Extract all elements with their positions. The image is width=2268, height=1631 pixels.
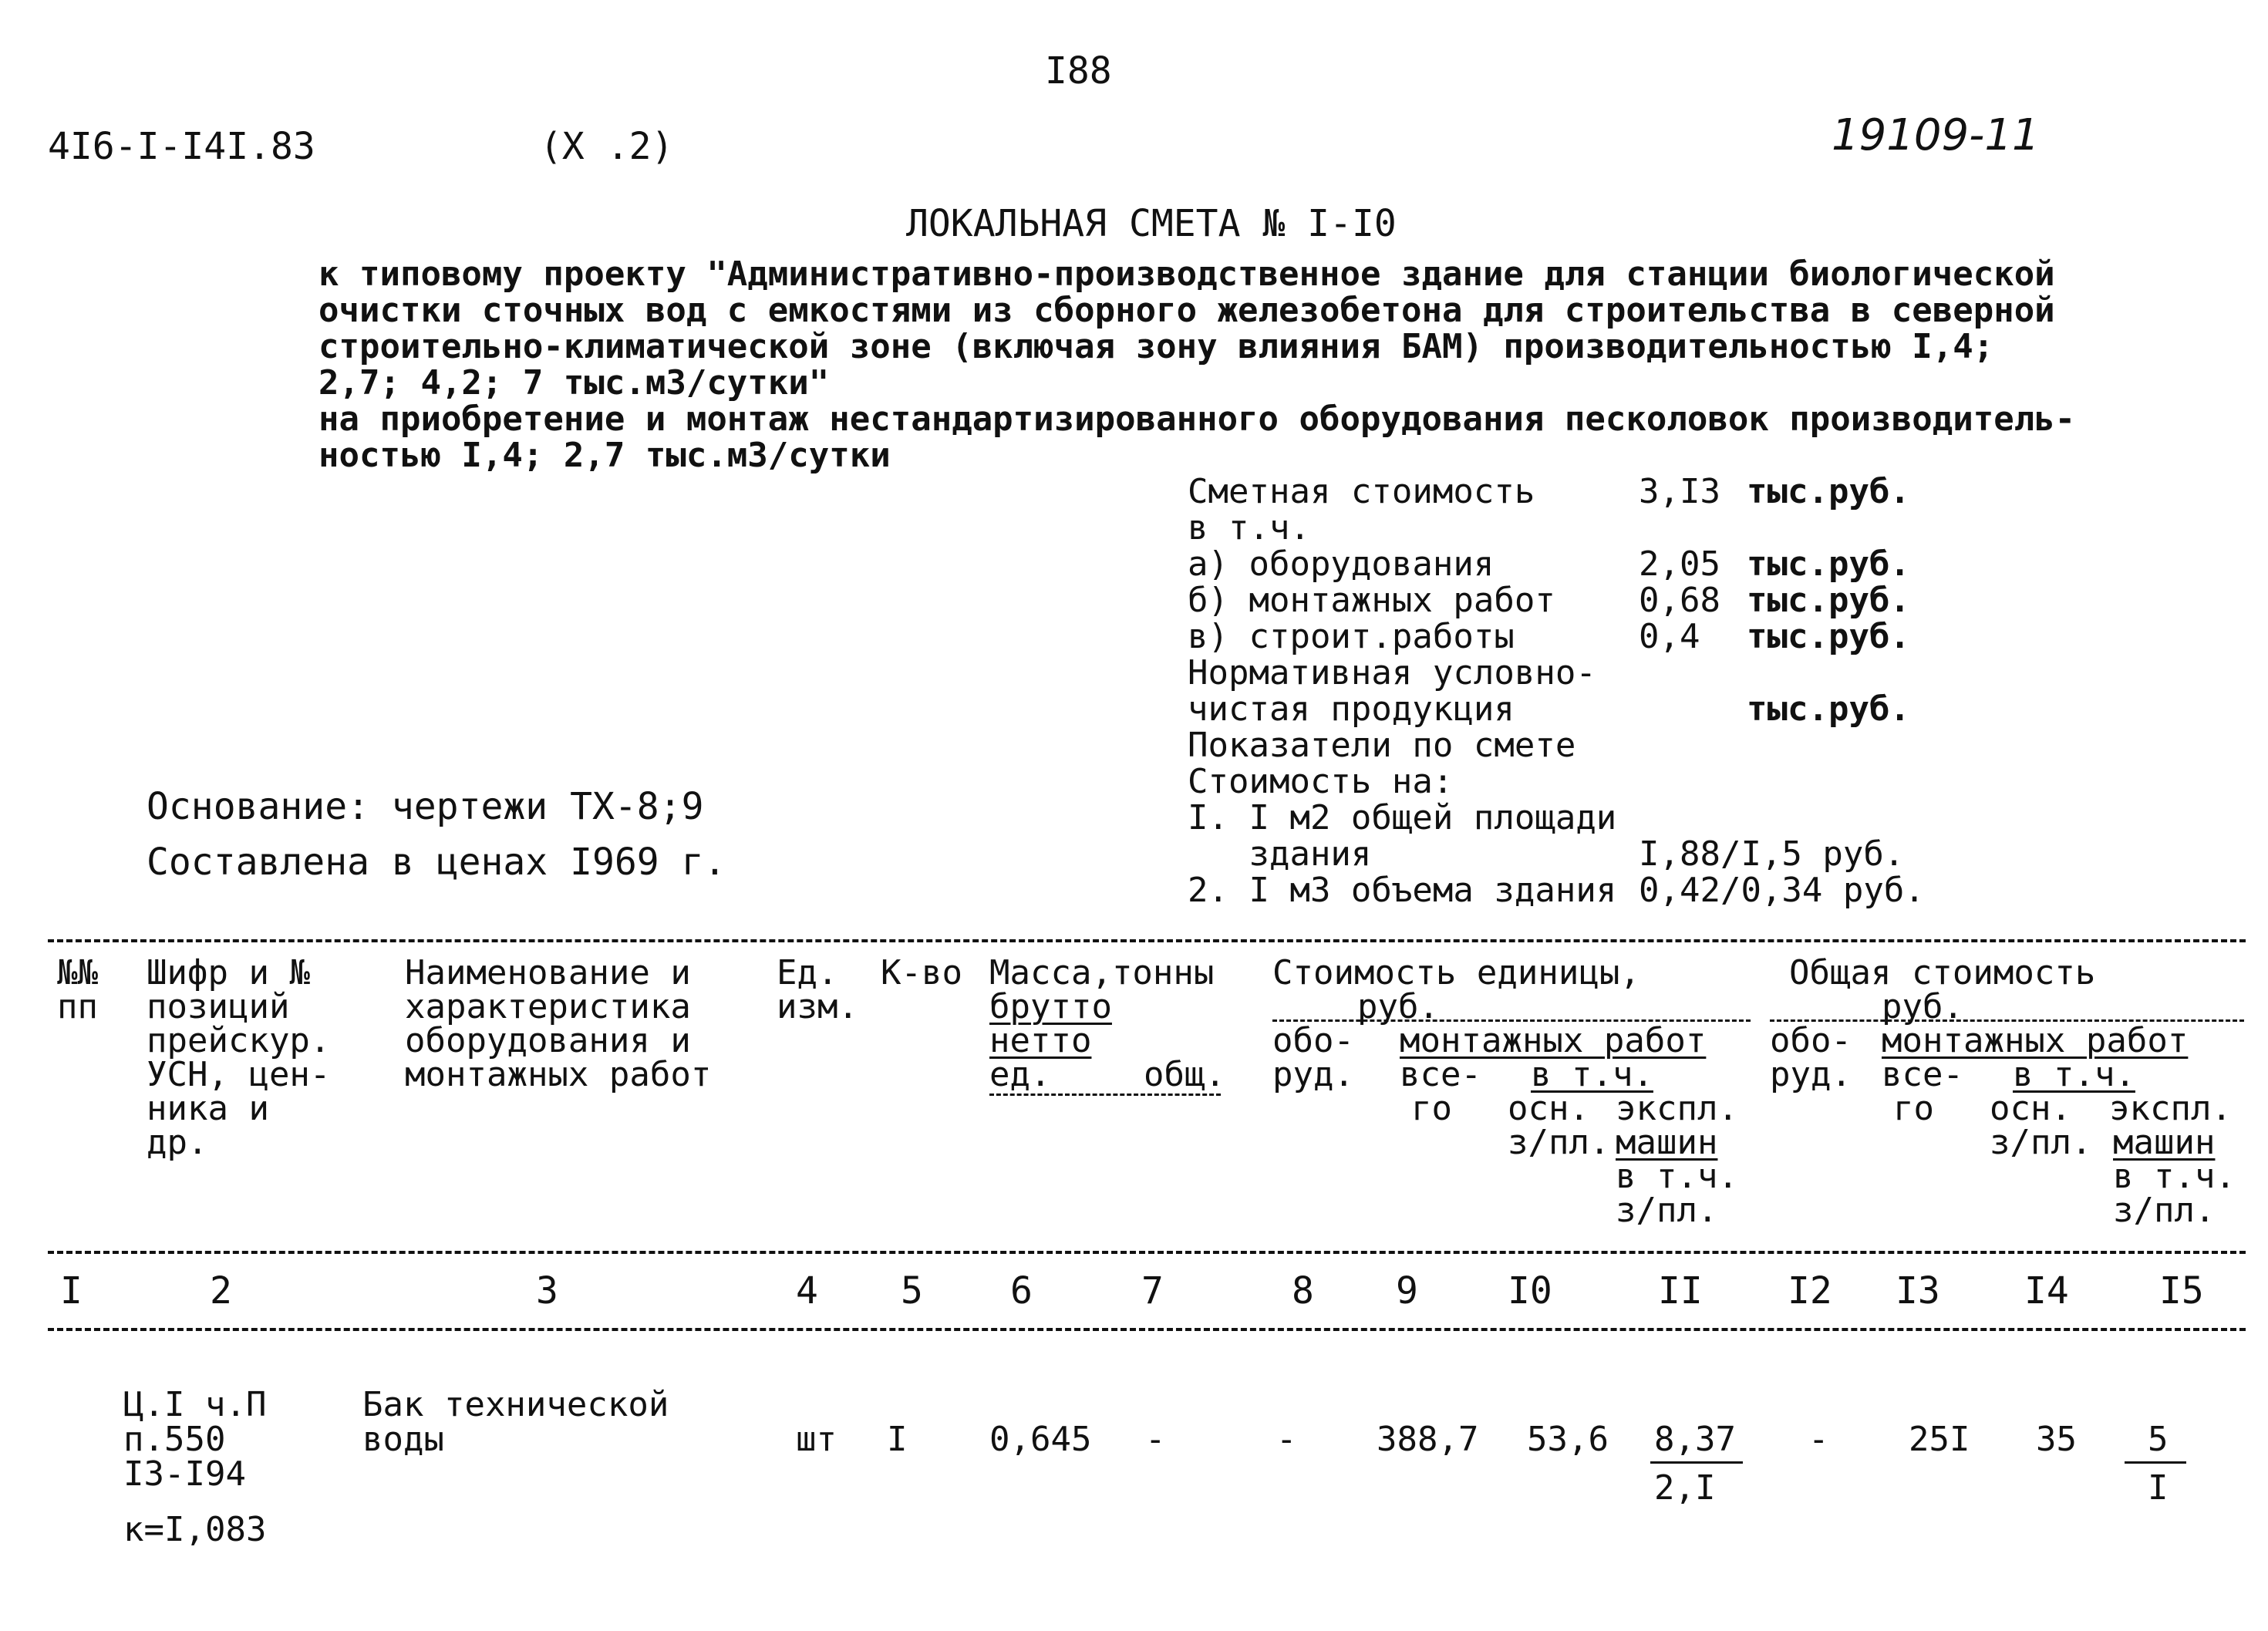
cost-value: 0,68 — [1639, 581, 1720, 620]
header-c3: оборудования и — [405, 1021, 691, 1060]
column-number: I0 — [1508, 1269, 1552, 1313]
column-number: 2 — [210, 1269, 232, 1313]
description-line: строительно-климатической зоне (включая зону влияния БАМ) производительностью I,4; — [318, 327, 1994, 366]
header-expl-total: машин — [2113, 1123, 2216, 1162]
header-mount-all: го — [1411, 1089, 1452, 1128]
header-expl-total: в т.ч. — [2113, 1157, 2236, 1196]
cost-value: 0,4 — [1639, 617, 1700, 656]
column-number: 5 — [901, 1269, 923, 1313]
row-unit: шт — [796, 1420, 837, 1459]
row-code: I3-I94 — [123, 1454, 246, 1494]
column-number: 3 — [536, 1269, 558, 1313]
page-title: ЛОКАЛЬНАЯ СМЕТА № I-I0 — [906, 202, 1397, 245]
cost-label: Нормативная условно- — [1188, 653, 1596, 693]
row-equip-total: - — [1808, 1420, 1829, 1459]
row-mount-expl-zp-total: I — [2148, 1468, 2169, 1508]
row-qty: I — [887, 1420, 908, 1459]
header-c3: Наименование и — [405, 953, 691, 992]
header-mount-all: все- — [1400, 1055, 1481, 1094]
header-osn-total: осн. — [1990, 1089, 2071, 1128]
header-bottom-divider — [48, 1251, 2246, 1254]
fraction-bar — [2125, 1461, 2186, 1464]
column-number: 4 — [796, 1269, 818, 1313]
cost-label: б) монтажных работ — [1188, 581, 1555, 620]
column-number: 9 — [1396, 1269, 1418, 1313]
header-unit-cost: Стоимость единицы, — [1272, 953, 1640, 992]
header-c2: ника и — [147, 1089, 269, 1128]
numbers-bottom-divider — [48, 1328, 2246, 1331]
cost-value: I,88/I,5 руб. — [1639, 834, 1905, 874]
header-expl: машин — [1616, 1123, 1718, 1162]
row-code: Ц.I ч.П — [123, 1385, 267, 1424]
row-mount-osn-unit: 53,6 — [1527, 1420, 1609, 1459]
header-c3: характеристика — [405, 987, 691, 1026]
row-mount-expl-unit: 8,37 — [1654, 1420, 1736, 1459]
header-mass-total: общ. — [1144, 1055, 1225, 1094]
header-c4: Ед. — [777, 953, 838, 992]
row-name: Бак технической — [362, 1385, 669, 1424]
header-osn: з/пл. — [1508, 1123, 1610, 1162]
column-number: I5 — [2159, 1269, 2204, 1313]
row-mount-osn-total: 35 — [2036, 1420, 2077, 1459]
row-mount-expl-zp-unit: 2,I — [1654, 1468, 1716, 1508]
cost-label: Стоимость на: — [1188, 762, 1454, 801]
cost-unit: тыс.руб. — [1747, 472, 1910, 511]
row-mass-total: - — [1145, 1420, 1166, 1459]
header-equip: руд. — [1272, 1055, 1354, 1094]
cost-label: чистая продукция — [1188, 689, 1515, 729]
header-equip-total: руд. — [1770, 1055, 1852, 1094]
header-mount-incl: в т.ч. — [1531, 1055, 1653, 1094]
header-mass-brutto: брутто — [989, 987, 1112, 1026]
cost-label: в) строит.работы — [1188, 617, 1515, 656]
cost-value: 3,I3 — [1639, 472, 1720, 511]
header-mass-unit: ед. — [989, 1055, 1051, 1094]
cost-label: Сметная стоимость — [1188, 472, 1535, 511]
header-expl: экспл. — [1616, 1089, 1738, 1128]
header-c2: Шифр и № — [147, 953, 310, 992]
description-line: ностью I,4; 2,7 тыс.м3/сутки — [318, 436, 891, 475]
fraction-bar — [1650, 1461, 1743, 1464]
header-expl: з/пл. — [1616, 1191, 1718, 1230]
row-equip-unit: - — [1276, 1420, 1297, 1459]
cost-label: 2. I м3 объема здания — [1188, 871, 1617, 910]
cost-unit: тыс.руб. — [1747, 544, 1910, 584]
header-mount-total: монтажных работ — [1882, 1021, 2189, 1060]
header-c2: позиций — [147, 987, 290, 1026]
document-part: (X .2) — [540, 125, 674, 168]
cost-label: в т.ч. — [1188, 508, 1310, 548]
description-line: на приобретение и монтаж нестандартизированного оборудования песколовок производитель- — [318, 399, 2076, 439]
description-line: очистки сточных вод с емкостями из сборного железобетона для строительства в северной — [318, 291, 2055, 330]
row-name: воды — [362, 1420, 444, 1459]
header-c1-line2: пп — [57, 987, 98, 1026]
header-osn: осн. — [1508, 1089, 1589, 1128]
column-number: I — [60, 1269, 83, 1313]
header-mount-incl-total: в т.ч. — [2013, 1055, 2135, 1094]
mass-rule — [989, 1094, 1221, 1096]
basis-text: Основание: чертежи ТХ-8;9 — [147, 785, 704, 828]
row-mount-all-unit: 388,7 — [1377, 1420, 1479, 1459]
header-total-cost: Общая стоимость — [1789, 953, 2096, 992]
header-mass-title: Масса,тонны — [989, 953, 1215, 992]
header-c5: К-во — [881, 953, 962, 992]
header-total-cost-rub: руб. — [1882, 987, 1963, 1026]
header-osn-total: з/пл. — [1990, 1123, 2092, 1162]
header-mount-all-total: все- — [1882, 1055, 1963, 1094]
handwritten-number: 19109-11 — [1832, 110, 2040, 160]
header-mount-all-total: го — [1893, 1089, 1934, 1128]
header-unit-cost-rub: руб. — [1357, 987, 1439, 1026]
column-number: I3 — [1896, 1269, 1940, 1313]
row-mass-unit: 0,645 — [989, 1420, 1092, 1459]
header-c2: др. — [147, 1123, 208, 1162]
header-expl-total: з/пл. — [2113, 1191, 2216, 1230]
prices-text: Составлена в ценах I969 г. — [147, 841, 726, 884]
column-number: I2 — [1788, 1269, 1832, 1313]
column-number: I4 — [2024, 1269, 2069, 1313]
document-code: 4I6-I-I4I.83 — [48, 125, 315, 168]
cost-label: а) оборудования — [1188, 544, 1495, 584]
header-mount: монтажных работ — [1400, 1021, 1707, 1060]
description-line: к типовому проекту "Административно-производственное здание для станции биологической — [318, 254, 2055, 294]
cost-unit: тыс.руб. — [1747, 581, 1910, 620]
row-code: п.550 — [123, 1420, 226, 1459]
cost-unit: тыс.руб. — [1747, 689, 1910, 729]
cost-label: Показатели по смете — [1188, 726, 1576, 765]
header-c2: УСН, цен- — [147, 1055, 331, 1094]
header-c3: монтажных работ — [405, 1055, 712, 1094]
cost-value: 2,05 — [1639, 544, 1720, 584]
header-expl: в т.ч. — [1616, 1157, 1738, 1196]
description-line: 2,7; 4,2; 7 тыс.м3/сутки" — [318, 363, 830, 403]
table-top-divider — [48, 939, 2246, 942]
page-number: I88 — [1045, 49, 1112, 93]
cost-unit: тыс.руб. — [1747, 617, 1910, 656]
header-expl-total: экспл. — [2109, 1089, 2232, 1128]
cost-value: 0,42/0,34 руб. — [1639, 871, 1925, 910]
header-c1-line1: №№ — [57, 953, 98, 992]
row-code: к=I,083 — [123, 1510, 267, 1549]
cost-label: I. I м2 общей площади — [1188, 798, 1617, 837]
cost-label: здания — [1188, 834, 1372, 874]
row-mount-all-total: 25I — [1909, 1420, 1970, 1459]
header-c4: изм. — [777, 987, 858, 1026]
column-number: 7 — [1141, 1269, 1164, 1313]
header-equip: обо- — [1272, 1021, 1354, 1060]
header-mass-netto: нетто — [989, 1021, 1092, 1060]
row-mount-expl-total: 5 — [2148, 1420, 2169, 1459]
column-number: 6 — [1010, 1269, 1033, 1313]
header-c2: прейскур. — [147, 1021, 331, 1060]
column-number: 8 — [1292, 1269, 1314, 1313]
column-number: II — [1658, 1269, 1703, 1313]
header-equip-total: обо- — [1770, 1021, 1852, 1060]
